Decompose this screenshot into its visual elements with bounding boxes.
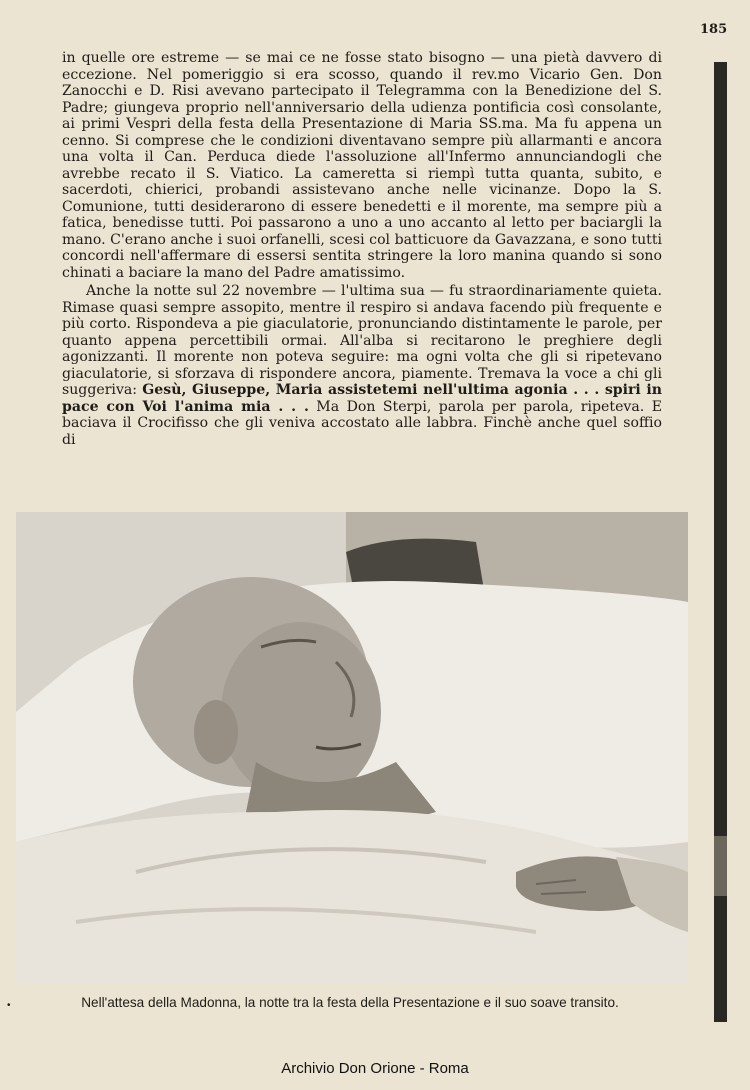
page-number: 185 [700,22,728,37]
paragraph-1: in quelle ore estreme — se mai ce ne fosse stato bisogno — una pietà davvero di eccezione. Nel pomeriggio si era scosso, quando il rev.mo Vicario Gen. Don Zanocchi e D. Risi avevano partecipato il Telegramma con la Benedizione del S. Padre; giungeva proprio nell'anniversario della udienza pontificia così consolante, ai primi Vespri della festa della Presentazione di Maria SS.ma. Ma fu appena un cenno. Si comprese che le condizioni diventavano sempre più allarmanti e ancora una volta il Can. Perduca diede l'assoluzione all'Infermo annunciandogli che avrebbe recato il S. Viatico. La cameretta si riempì tutta quanta, subito, e sacerdoti, chierici, probandi assistevano anche nelle vicinanze. Dopo la S. Comunione, tutti desiderarono di essere benedetti e il morente, ma sempre più a fatica, benedisse tutti. Poi passarono a uno a uno accanto al letto per baciargli la mano. C'erano anche i suoi orfanelli, scesi col batticuore da Gavazzana, e sono tutti concordi nell'affermare di essersi sentita stringere la loro manina quando si sono chinati a baciare la mano del Padre amatissimo. [62,50,662,281]
ear [194,700,238,764]
paragraph-2-end: Ma Don Sterpi, parola per parola, ripeteva. E baciava il Crocifisso che gli veniva accostato alle labbra. Finchè anche quel soffio di [62,398,662,448]
paragraph-2 [62,283,662,448]
edge-bar-band [714,836,727,896]
photograph [16,512,688,984]
archive-footer: Archivio Don Orione - Roma [281,1060,469,1077]
margin-bullet: • [7,1000,11,1011]
photo-illustration [16,512,688,984]
body-text [62,50,662,448]
paragraph-2-prayer: Gesù, Giuseppe, Maria assistetemi nell'ultima agonia . . . spiri in pace con Voi l'anima mia . . . [62,382,662,415]
face [221,622,381,802]
photo-caption: Nell'attesa della Madonna, la notte tra la festa della Presentazione e il suo soave transito. [81,995,619,1010]
paragraph-2-start: Anche la notte sul 22 novembre — l'ultima sua — fu straordinariamente quieta. Rimase quasi sempre assopito, mentre il respiro si andava facendo più frequente e più corto. Rispondeva a pie giaculatorie, pronunciando distintamente le parole, per quanto appena percettibili ormai. All'alba si recitarono le preghiere degli agonizzanti. Il morente non poteva seguire: ma ogni volta che gli si ripetevano giaculatorie, si sforzava di rispondere ancora, piamente. Tremava la voce a chi gli suggeriva: [62,283,662,398]
